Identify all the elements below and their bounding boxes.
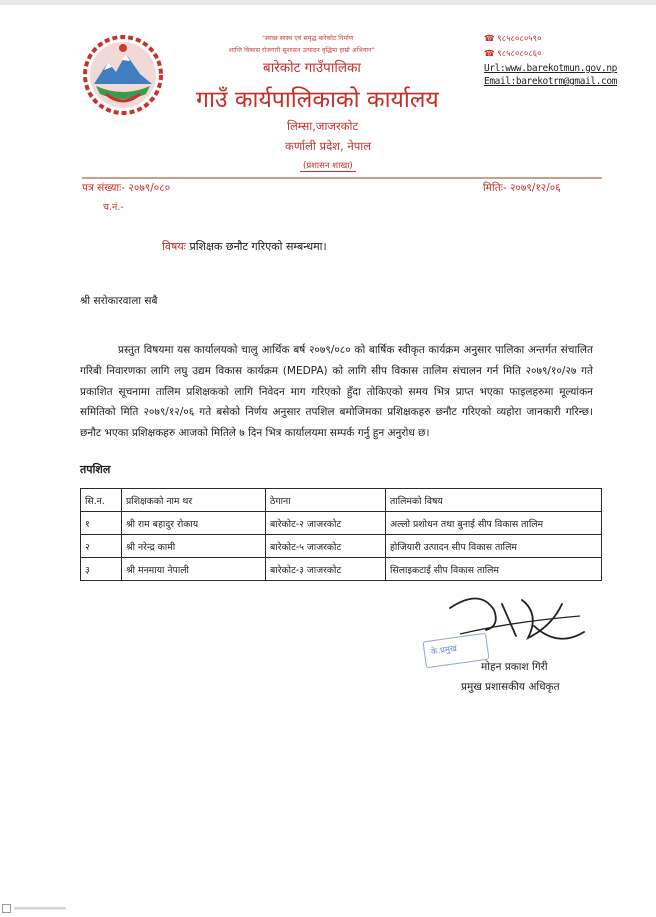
website-link[interactable]: Url:www.barekotmun.gov.np (484, 63, 617, 74)
location-line-1: लिम्सा,जाजरकोट (287, 119, 359, 133)
table-header-cell: प्रशिक्षकको नाम थर (122, 489, 266, 512)
trainers-table (80, 488, 602, 581)
table-row (81, 558, 602, 581)
signatory-name: मोहन प्रकाश गिरी (481, 661, 548, 673)
phone-line-2 (484, 48, 542, 59)
table-header-cell: तालिमको विषय (386, 489, 602, 512)
details-heading: तपशिल (80, 463, 111, 476)
table-cell: श्री मनमाया नेपाली (122, 558, 266, 581)
table-cell: श्री नरेन्द्र कामी (122, 535, 266, 558)
table-cell: बारेकोट-२ जाजरकोट (266, 512, 386, 535)
subject-label: विषयः (162, 240, 186, 253)
branch-label: (प्रशासन शाखा) (300, 160, 356, 172)
header-tagline-1: "स्वच्छ स्वस्थ एवं समृद्ध बारेकोट निर्माण (262, 35, 354, 42)
table-header-cell: ठेगाना (266, 489, 386, 512)
phone-icon: ☎ (484, 34, 495, 44)
phone-line-1 (484, 33, 542, 44)
table-row (81, 512, 602, 535)
table-cell: २ (81, 535, 122, 558)
salutation: श्री सरोकारवाला सबै (80, 295, 158, 307)
stamp-text: के.प्रमुख (430, 643, 458, 658)
body-paragraph: प्रस्तुत विषयमा यस कार्यालयको चालु आर्थिक बर्ष २०७९/०८० को बार्षिक स्वीकृत कार्यक्रम अनुसार पालिका अन्तर्गत संचालित गरिबी निवारणका लागि लघु उद्यम विकास कार्यक्रम (MEDPA) को लागि सीप विकास तालिम संचालन गर्न मिति २०७९/१०/२७ गते प्रकाशित सूचनामा तालिम प्रशिक्षकको लागि निवेदन माग गरिएको हुँदा तोकिएको समय भित्र प्राप्त भएका फाइलहरुमा मूल्यांकन समितिको मिति २०७९/१२/०६ गते बसेको निर्णय अनुसार तपशिल बमोजिमका प्रशिक्षकहरु छनौट गरिएको व्यहोरा जानकारी गरिन्छ। छनौट भएका प्रशिक्षकहरु आजको मितिले ७ दिन भित्र कार्यालयमा सम्पर्क गर्नु हुन अनुरोध छ। (80, 344, 593, 440)
letter-number: पत्र संख्याः- २०७९/०८० (82, 182, 171, 194)
table-row (81, 535, 602, 558)
email-link[interactable]: Email:barekotrm@gmail.com (484, 76, 617, 87)
table-cell: ३ (81, 558, 122, 581)
municipality-name: बारेकोट गाउँपालिका (263, 60, 361, 76)
table-cell: १ (81, 512, 122, 535)
phone-number-1: ९८५८०८०५९० (497, 34, 542, 44)
subject-line (162, 239, 327, 254)
header-divider (82, 177, 602, 179)
table-cell: सिलाइकटाई सीप विकास तालिम (386, 558, 602, 581)
location-line-2: कर्णाली प्रदेश, नेपाल (285, 139, 372, 153)
table-cell: बारेकोट-३ जाजरकोट (266, 558, 386, 581)
signatory-title: प्रमुख प्रशासकीय अधिकृत (461, 681, 560, 693)
table-cell: अल्लो प्रशोधन तथा बुनाई सीप विकास तालिम (386, 512, 602, 535)
scanner-watermark-icon (2, 898, 72, 907)
subject-text: प्रशिक्षक छनौट गरिएको सम्बन्धमा। (189, 240, 327, 253)
table-cell: बारेकोट-५ जाजरकोट (266, 535, 386, 558)
scan-edge (0, 0, 656, 5)
phone-number-2: ९८५८०८०८६० (497, 49, 542, 59)
table-cell: होजियारी उत्पादन सीप विकास तालिम (386, 535, 602, 558)
header-tagline-2: शान्ति विकास रोजगारी सुशासन उत्पादन वृद्धिमा हाम्रो अभियान" (229, 47, 375, 54)
nepal-emblem-icon (82, 34, 164, 116)
table-cell: श्री राम बहादुर रोकाय (122, 512, 266, 535)
table-header-cell: सि.न. (81, 489, 122, 512)
letter-date: मितिः- २०७९/१२/०६ (483, 182, 561, 194)
office-title: गाउँ कार्यपालिकाको कार्यालय (196, 87, 439, 113)
phone-icon: ☎ (484, 49, 495, 59)
table-header-row (81, 489, 602, 512)
dispatch-number: च.नं.- (103, 202, 124, 213)
